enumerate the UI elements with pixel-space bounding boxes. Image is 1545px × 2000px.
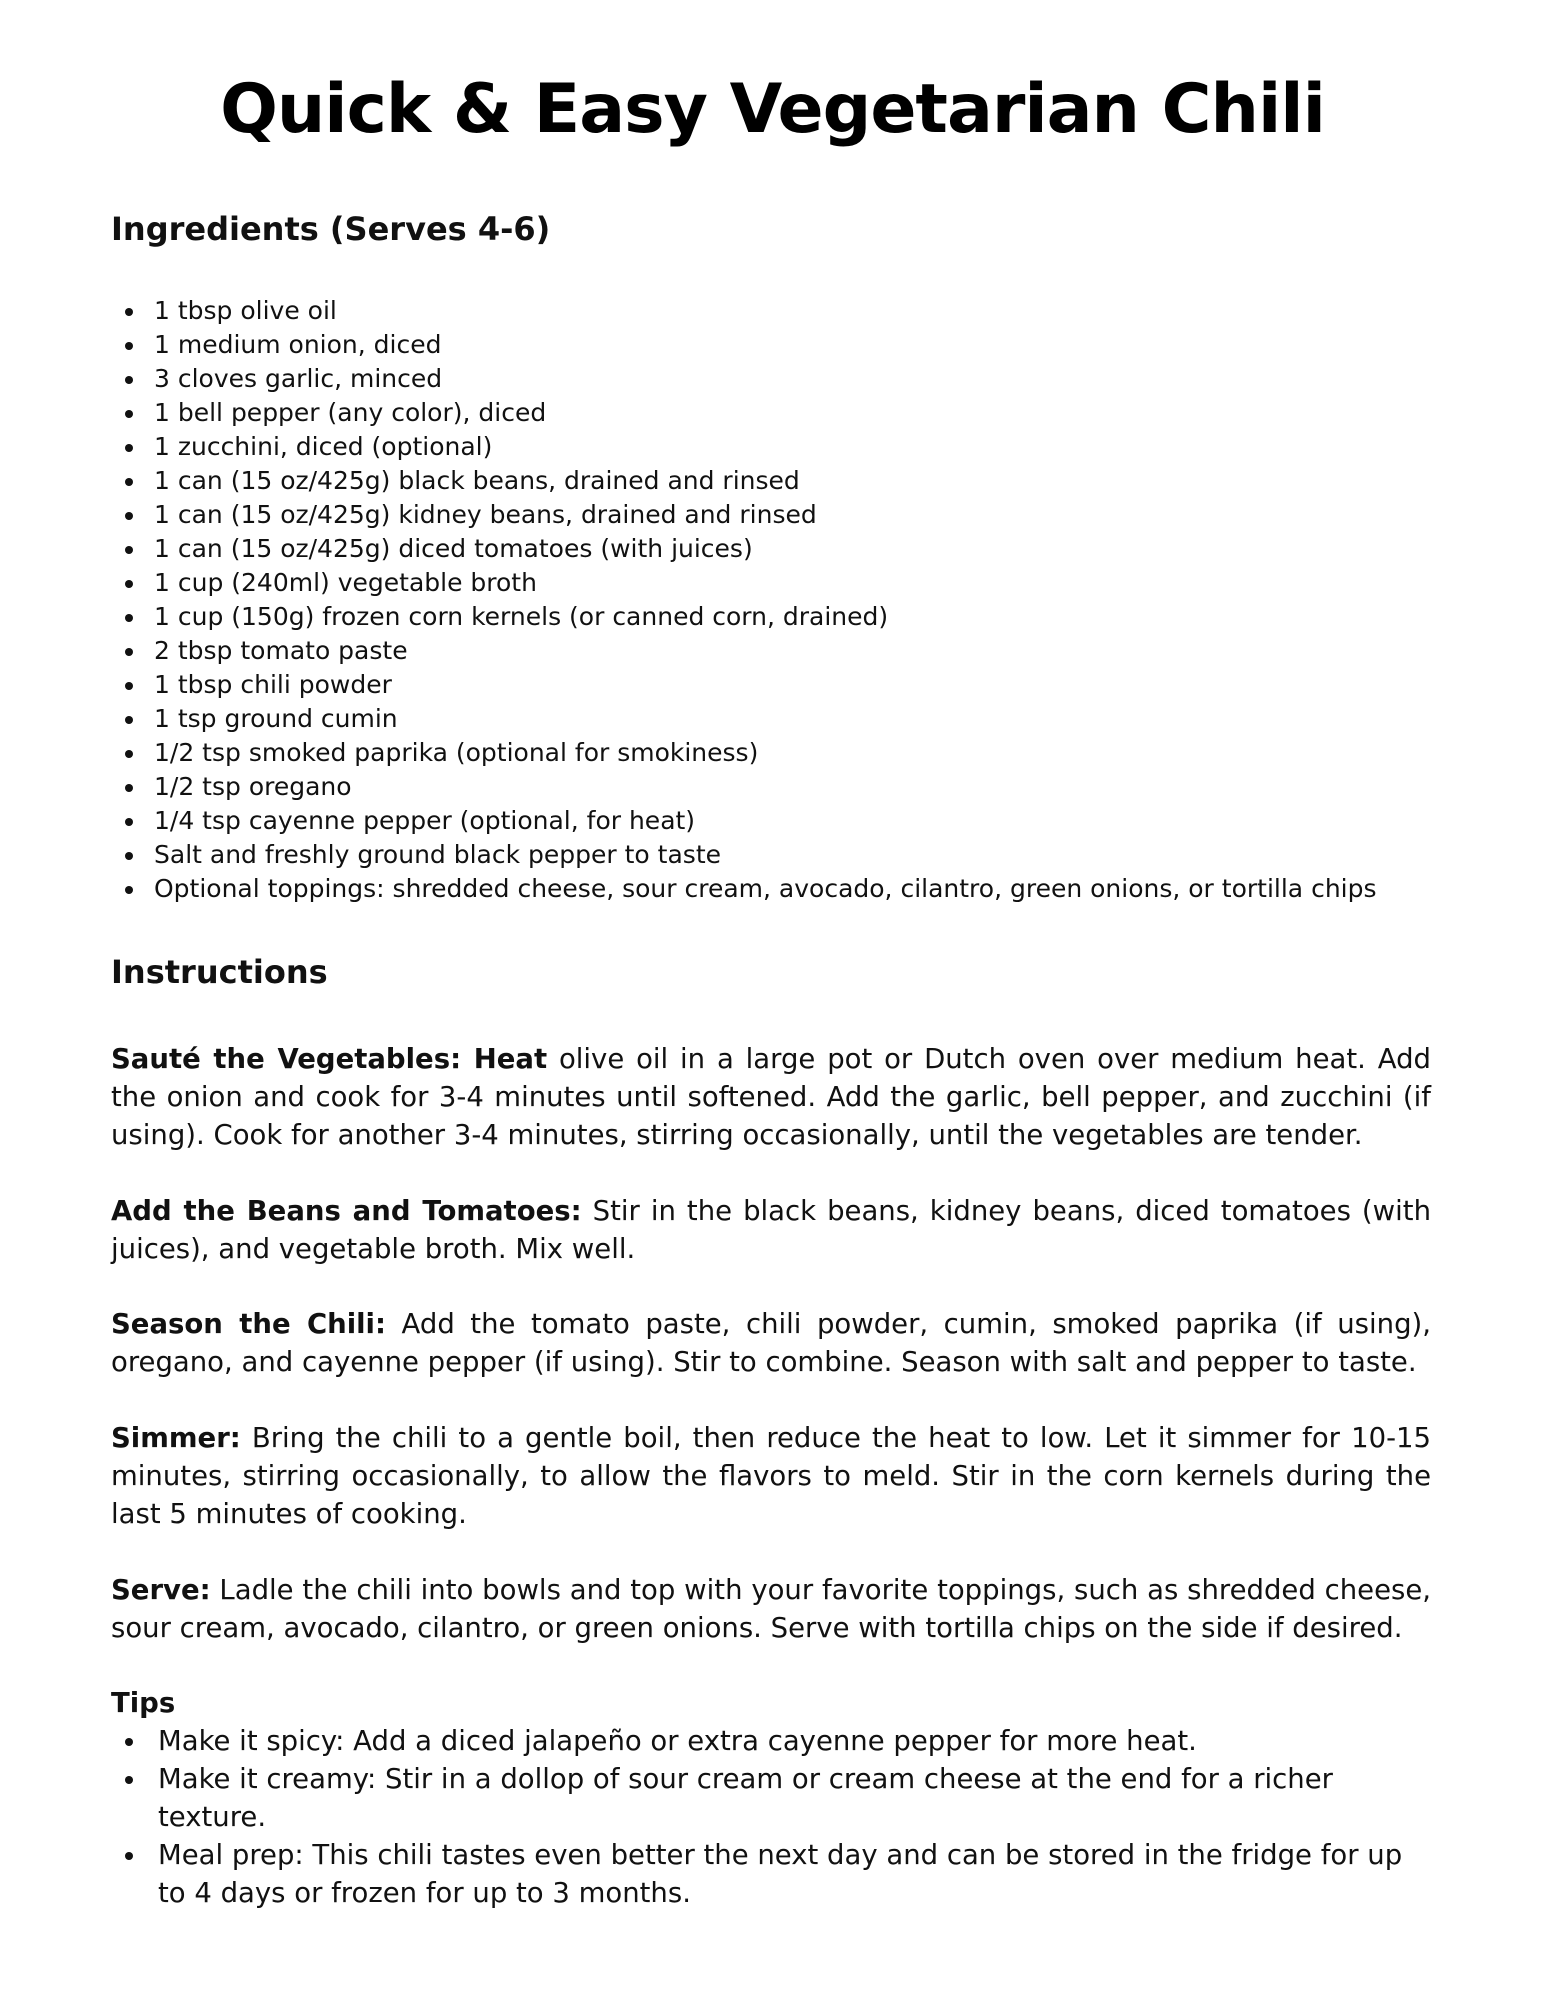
step-label: Serve: bbox=[111, 1574, 211, 1606]
step-label: Sauté the Vegetables: Heat bbox=[111, 1043, 548, 1075]
bullet-icon bbox=[125, 716, 133, 724]
ingredient-text: Salt and freshly ground black pepper to taste bbox=[154, 840, 722, 869]
ingredient-text: Optional toppings: shredded cheese, sour cream, avocado, cilantro, green onions, or tortilla chips bbox=[154, 874, 1377, 903]
step-text: olive oil in a large pot or Dutch oven over medium heat. Add the onion and cook for 3-4 minutes until softened. Add the garlic, bell pepper, and zucchini (if using). Cook for another 3-4 minutes, stirring occasionally, until the vegetables are tender. bbox=[111, 1043, 1431, 1151]
ingredient-text: 1 bell pepper (any color), diced bbox=[154, 398, 547, 427]
ingredient-text: 1 can (15 oz/425g) black beans, drained and rinsed bbox=[154, 466, 800, 495]
ingredient-text: 1/4 tsp cayenne pepper (optional, for heat) bbox=[154, 806, 696, 835]
ingredient-text: 1 zucchini, diced (optional) bbox=[154, 432, 493, 461]
tip-text: Meal prep: This chili tastes even better the next day and can be stored in the fridge for up to 4 days or frozen for up to 3 months. bbox=[158, 1839, 1403, 1909]
ingredient-item bbox=[111, 600, 1411, 634]
ingredient-text: 1 tbsp olive oil bbox=[154, 296, 337, 325]
tip-item bbox=[111, 1836, 1431, 1912]
step-label: Simmer: bbox=[111, 1422, 241, 1454]
ingredient-text: 1 can (15 oz/425g) diced tomatoes (with juices) bbox=[154, 534, 753, 563]
bullet-icon bbox=[125, 444, 133, 452]
ingredient-item bbox=[111, 770, 1411, 804]
ingredient-item bbox=[111, 702, 1411, 736]
tips-heading: Tips bbox=[111, 1687, 176, 1719]
ingredient-text: 1 cup (240ml) vegetable broth bbox=[154, 568, 537, 597]
step-text: Ladle the chili into bowls and top with your favorite toppings, such as shredded cheese, sour cream, avocado, cilantro, or green onions. Serve with tortilla chips on the side if desired. bbox=[111, 1574, 1431, 1644]
bullet-icon bbox=[125, 886, 133, 894]
ingredient-item bbox=[111, 362, 1411, 396]
bullet-icon bbox=[125, 1738, 133, 1746]
step-text: Stir in the black beans, kidney beans, diced tomatoes (with juices), and vegetable broth. Mix well. bbox=[111, 1195, 1431, 1265]
bullet-icon bbox=[125, 342, 133, 350]
bullet-icon bbox=[125, 580, 133, 588]
ingredient-item bbox=[111, 872, 1411, 906]
bullet-icon bbox=[125, 376, 133, 384]
bullet-icon bbox=[125, 750, 133, 758]
instruction-step bbox=[111, 1192, 1431, 1268]
ingredient-item bbox=[111, 430, 1411, 464]
bullet-icon bbox=[125, 852, 133, 860]
instruction-step bbox=[111, 1419, 1431, 1533]
ingredient-item bbox=[111, 532, 1411, 566]
tips-list bbox=[111, 1722, 1431, 1912]
ingredient-text: 1 tsp ground cumin bbox=[154, 704, 398, 733]
ingredient-item bbox=[111, 634, 1411, 668]
bullet-icon bbox=[125, 546, 133, 554]
ingredient-text: 1/2 tsp oregano bbox=[154, 772, 352, 801]
ingredient-item bbox=[111, 804, 1411, 838]
step-text: Bring the chili to a gentle boil, then reduce the heat to low. Let it simmer for 10-15 minutes, stirring occasionally, to allow the flavors to meld. Stir in the corn kernels during the last 5 minutes of cooking. bbox=[111, 1422, 1431, 1530]
instruction-step bbox=[111, 1305, 1431, 1381]
bullet-icon bbox=[125, 1776, 133, 1784]
bullet-icon bbox=[125, 410, 133, 418]
ingredient-text: 1 cup (150g) frozen corn kernels (or canned corn, drained) bbox=[154, 602, 889, 631]
ingredient-item bbox=[111, 464, 1411, 498]
ingredient-text: 1/2 tsp smoked paprika (optional for smokiness) bbox=[154, 738, 759, 767]
tip-text: Make it spicy: Add a diced jalapeño or extra cayenne pepper for more heat. bbox=[158, 1725, 1197, 1757]
bullet-icon bbox=[125, 648, 133, 656]
ingredient-text: 1 can (15 oz/425g) kidney beans, drained and rinsed bbox=[154, 500, 817, 529]
instruction-step bbox=[111, 1571, 1431, 1647]
ingredients-list bbox=[111, 294, 1411, 906]
tip-item bbox=[111, 1760, 1431, 1836]
ingredient-item bbox=[111, 736, 1411, 770]
bullet-icon bbox=[125, 784, 133, 792]
bullet-icon bbox=[125, 478, 133, 486]
ingredient-item bbox=[111, 566, 1411, 600]
ingredient-item bbox=[111, 838, 1411, 872]
bullet-icon bbox=[125, 1852, 133, 1860]
ingredient-item bbox=[111, 668, 1411, 702]
bullet-icon bbox=[125, 682, 133, 690]
ingredient-text: 1 medium onion, diced bbox=[154, 330, 442, 359]
instructions-heading: Instructions bbox=[111, 953, 328, 991]
ingredient-item bbox=[111, 328, 1411, 362]
bullet-icon bbox=[125, 308, 133, 316]
page-title: Quick & Easy Vegetarian Chili bbox=[220, 70, 1325, 149]
step-text: Add the tomato paste, chili powder, cumin, smoked paprika (if using), oregano, and cayenne pepper (if using). Stir to combine. Season with salt and pepper to taste. bbox=[111, 1308, 1432, 1378]
bullet-icon bbox=[125, 818, 133, 826]
step-label: Season the Chili: bbox=[111, 1308, 386, 1340]
ingredient-text: 1 tbsp chili powder bbox=[154, 670, 392, 699]
ingredient-item bbox=[111, 498, 1411, 532]
step-label: Add the Beans and Tomatoes: bbox=[111, 1195, 582, 1227]
ingredient-text: 2 tbsp tomato paste bbox=[154, 636, 408, 665]
instruction-step bbox=[111, 1040, 1431, 1154]
ingredient-text: 3 cloves garlic, minced bbox=[154, 364, 443, 393]
tip-item bbox=[111, 1722, 1431, 1760]
tip-text: Make it creamy: Stir in a dollop of sour cream or cream cheese at the end for a richer texture. bbox=[158, 1763, 1333, 1833]
ingredient-item bbox=[111, 396, 1411, 430]
bullet-icon bbox=[125, 512, 133, 520]
bullet-icon bbox=[125, 614, 133, 622]
ingredient-item bbox=[111, 294, 1411, 328]
ingredients-heading: Ingredients (Serves 4-6) bbox=[111, 210, 551, 248]
